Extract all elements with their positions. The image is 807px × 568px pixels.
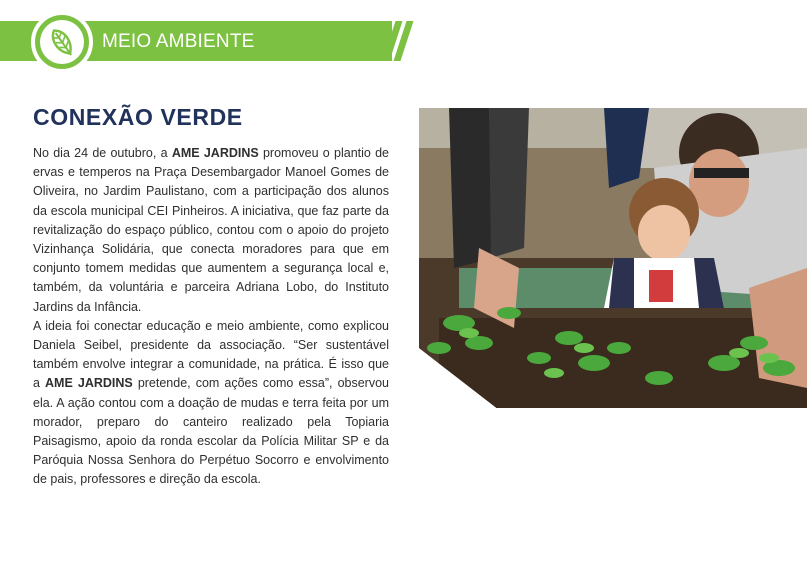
- paragraph-text: pretende, com ações como essa”, observou ela. A ação contou com a doação de mudas e terra feita por um morador, preparo do canteiro realizado pela Topiaria Paisagismo, apoio da ronda escolar da Polícia Militar SP e da Paróquia Nossa Senhora do Perpétuo Socorro e envolvimento de pais, professores e direção da escola.: [33, 376, 389, 487]
- paragraph-text: promoveu o plantio de ervas e temperos na Praça Desembargador Manoel Gomes de Oliveira, no Jardim Paulistano, com a participação dos alunos da escola municipal CEI Pinheiros. A iniciativa, que faz parte da revitalização do espaço público, contou com o apoio do projeto Vizinhança Solidária, que conecta moradores para que em conjunto tomem medidas que aumentem a segurança local e, também, da voluntária e parceira Adriana Lobo, do Instituto Jardins da Infância.: [33, 146, 390, 314]
- article-photo: [419, 108, 807, 408]
- brand-name: AME JARDINS: [171, 146, 259, 160]
- paragraph-1: [33, 144, 389, 317]
- brand-name: AME JARDINS: [45, 376, 133, 391]
- badge-inner: [40, 20, 84, 64]
- leaf-icon: [45, 25, 79, 59]
- gardening-photo-illustration: [419, 108, 807, 408]
- article-body: [33, 144, 389, 490]
- paragraph-text: No dia 24 de outubro, a: [33, 146, 172, 160]
- paragraph-text: A ideia foi conectar educação e meio ambiente, como explicou Daniela Seibel, presidente da associação. “Ser sustentável também envolve integrar a comunidade, na prática. É isso que a: [33, 318, 389, 391]
- section-badge: [31, 11, 93, 73]
- paragraph-2: [33, 317, 389, 490]
- article-title: CONEXÃO VERDE: [33, 104, 243, 130]
- section-label: MEIO AMBIENTE: [102, 31, 255, 52]
